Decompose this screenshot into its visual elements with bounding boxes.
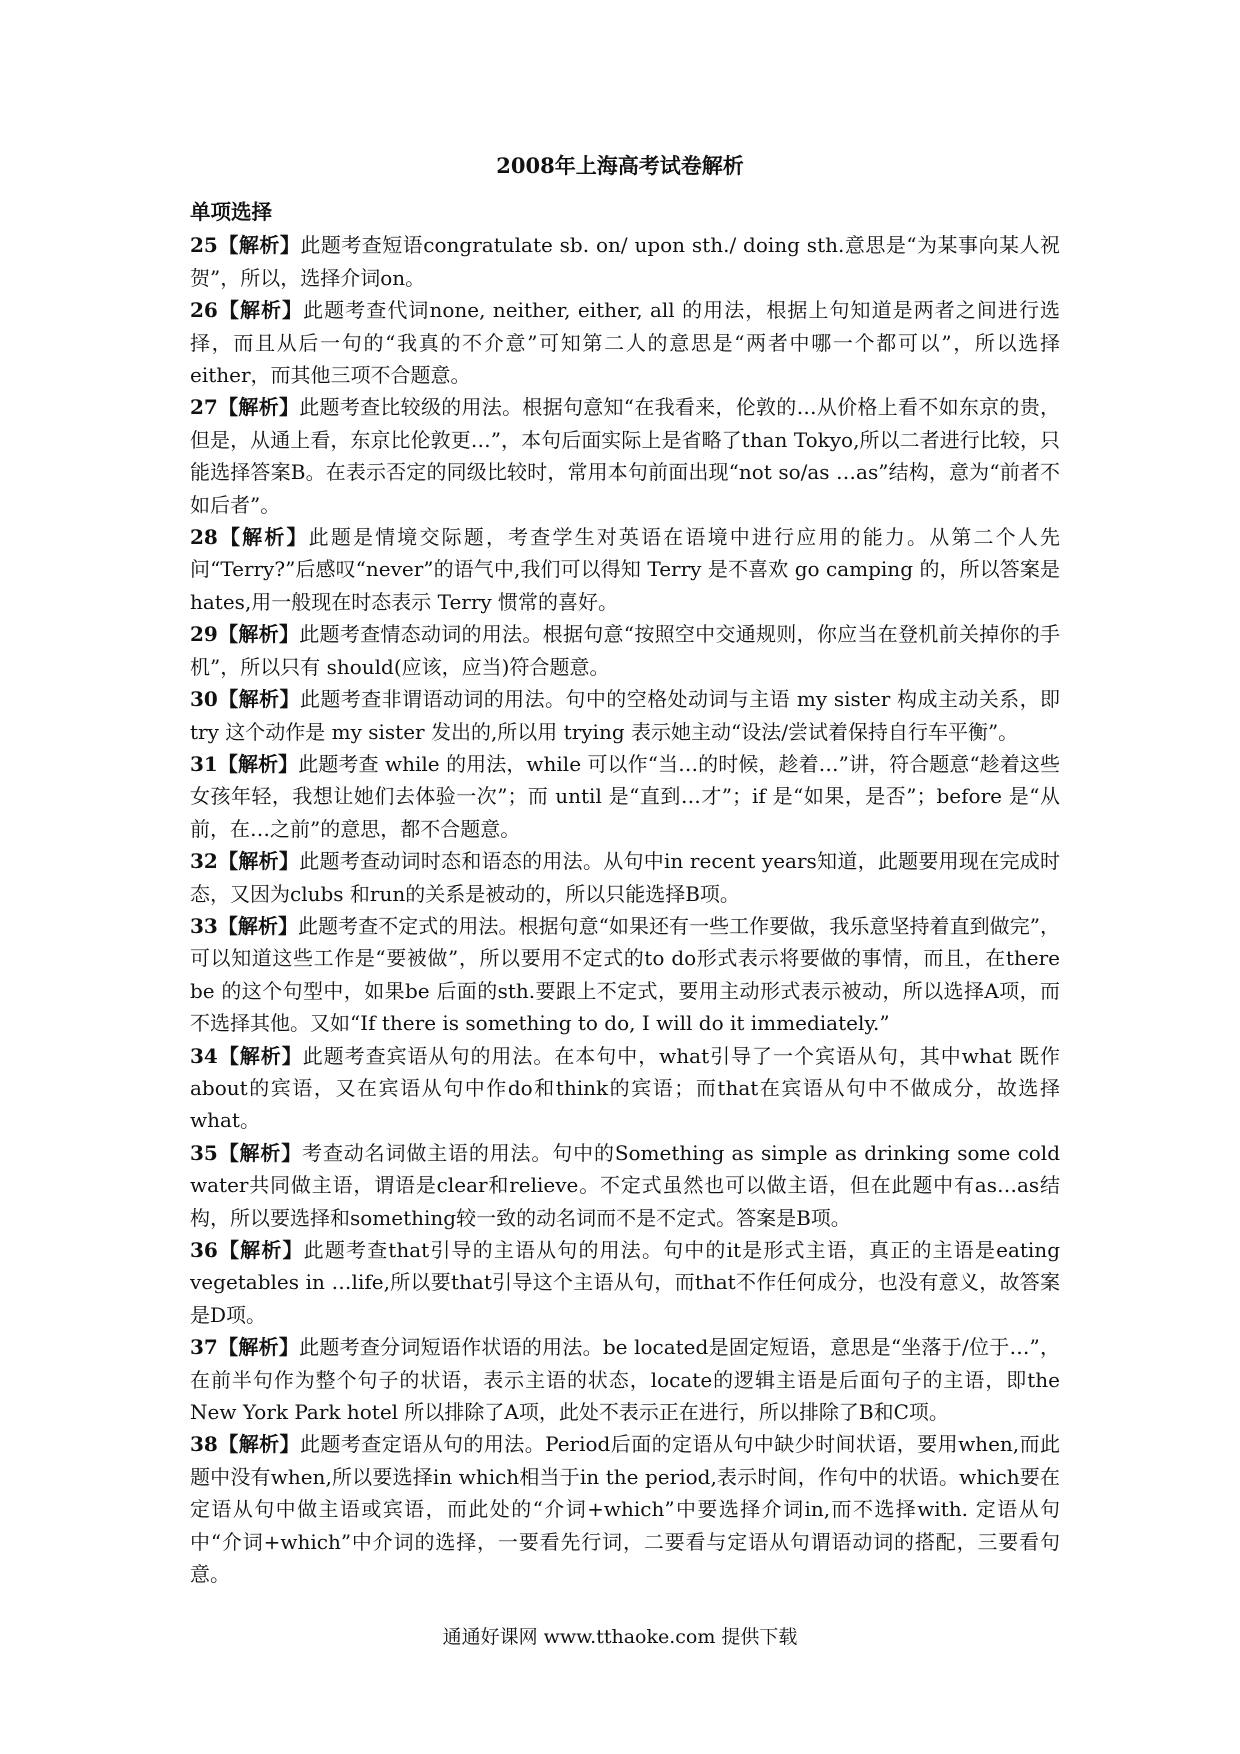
question-number: 37 [190,1335,218,1360]
analysis-tag: 【解析】 [217,233,301,258]
analysis-text: 此题考查代词none, neither, either, all 的用法，根据上句知道是两者之间进行选择，而且从后一句的“我真的不介意”可知第二人的意思是“两者中哪一个都可以”，所以选择either，而其他三项不合题意。 [190,298,1061,388]
analysis-item [190,1040,1060,1137]
analysis-tag: 【解析】 [217,913,299,938]
analysis-text: 此题考查非谓语动词的用法。句中的空格处动词与主语 my sister 构成主动关系，即 try 这个动作是 my sister 发出的,所以用 trying 表示她主动“设法/尝试着保持自行车平衡”。 [190,687,1060,744]
analysis-tag: 【解析】 [217,1432,300,1457]
analysis-list [190,229,1060,1590]
analysis-text: 此题考查情态动词的用法。根据句意“按照空中交通规则，你应当在登机前关掉你的手机”，所以只有 should(应该，应当)符合题意。 [190,622,1060,679]
analysis-item [190,1137,1060,1234]
analysis-item [190,618,1060,683]
analysis-item [190,391,1060,521]
analysis-text: 此题考查定语从句的用法。Period后面的定语从句中缺少时间状语，要用when,而此题中没有when,所以要选择in which相当于in the period,表示时间，作句中的状语。which要在定语从句中做主语或宾语，而此处的“介词+which”中要选择介词in,而不选择with. 定语从句中“介词+which”中介词的选择，一要看先行词，二要看与定语从句谓语动词的搭配，三要看句意。 [190,1432,1060,1587]
question-number: 34 [190,1043,218,1068]
analysis-text: 此题是情境交际题，考查学生对英语在语境中进行应用的能力。从第二个人先问“Terry?”后感叹“never”的语气中,我们可以得知 Terry 是不喜欢 go camping 的，所以答案是hates,用一般现在时态表示 Terry 惯常的喜好。 [190,525,1061,614]
analysis-item [190,521,1060,618]
analysis-text: 考查动名词做主语的用法。句中的Something as simple as drinking some cold water共同做主语，谓语是clear和relieve。不定式虽然也可以做主语，但在此题中有as…as结构，所以要选择和something较一致的动名词而不是不定式。答案是B项。 [190,1140,1061,1230]
question-number: 28 [190,525,218,550]
analysis-item [190,683,1060,748]
analysis-item [190,1234,1060,1331]
section-heading: 单项选择 [190,200,272,224]
analysis-tag: 【解析】 [217,751,299,776]
analysis-item [190,1428,1060,1590]
analysis-item [190,1331,1060,1428]
analysis-tag: 【解析】 [217,298,304,323]
analysis-item [190,910,1060,1040]
question-number: 31 [190,751,218,776]
page-footer: 通通好课网 www.tthaoke.com 提供下载 [442,1626,798,1648]
question-number: 33 [190,913,218,938]
analysis-item [190,229,1060,294]
question-number: 36 [190,1238,218,1262]
analysis-tag: 【解析】 [217,849,300,874]
question-number: 27 [190,395,218,420]
question-number: 38 [190,1432,218,1457]
analysis-text: 此题考查不定式的用法。根据句意“如果还有一些工作要做，我乐意坚持着直到做完”，可以知道这些工作是“要被做”，所以要用不定式的to do形式表示将要做的事情，而且，在there be 的这个句型中，如果be 后面的sth.要跟上不定式，要用主动形式表示被动，所以选择A项，而不选择其他。又如“If there is something to do, I will do it immediately.” [190,913,1061,1036]
analysis-item [190,294,1060,391]
analysis-tag: 【解析】 [217,1238,304,1262]
analysis-tag: 【解析】 [217,1335,300,1360]
analysis-item [190,845,1060,910]
analysis-tag: 【解析】 [217,687,300,712]
analysis-tag: 【解析】 [217,525,309,550]
analysis-text: 此题考查that引导的主语从句的用法。句中的it是形式主语，真正的主语是eating vegetables in …life,所以要that引导这个主语从句，而that不作任何成分，也没有意义，故答案是D项。 [190,1238,1060,1327]
analysis-tag: 【解析】 [217,395,300,420]
analysis-item [190,748,1060,845]
analysis-text: 此题考查分词短语作状语的用法。be located是固定短语，意思是“坐落于/位于…”，在前半句作为整个句子的状语，表示主语的状态，locate的逻辑主语是后面句子的主语，即the New York Park hotel 所以排除了A项，此处不表示正在进行，所以排除了B和C项。 [190,1335,1061,1425]
question-number: 30 [190,687,218,712]
analysis-tag: 【解析】 [217,622,300,647]
analysis-text: 此题考查短语congratulate sb. on/ upon sth./ doing sth.意思是“为某事向某人祝贺”，所以，选择介词on。 [190,233,1061,290]
analysis-tag: 【解析】 [217,1140,303,1165]
analysis-text: 此题考查动词时态和语态的用法。从句中in recent years知道，此题要用现在完成时态，又因为clubs 和run的关系是被动的，所以只能选择B项。 [190,849,1060,906]
answer-analysis-content [190,196,1060,1590]
question-number: 32 [190,849,218,874]
analysis-text: 此题考查宾语从句的用法。在本句中，what引导了一个宾语从句，其中what 既作about的宾语，又在宾语从句中作do和think的宾语；而that在宾语从句中不做成分，故选择what。 [190,1043,1061,1133]
question-number: 25 [190,233,218,258]
page-title: 2008年上海高考试卷解析 [496,153,744,178]
question-number: 29 [190,622,218,647]
question-number: 35 [190,1140,218,1165]
analysis-text: 此题考查 while 的用法，while 可以作“当…的时候，趁着…”讲，符合题意“趁着这些女孩年轻，我想让她们去体验一次”；而 until 是“直到…才”；if 是“如果，是否”；before 是“从前，在…之前”的意思，都不合题意。 [190,751,1060,841]
question-number: 26 [190,298,218,323]
analysis-text: 此题考查比较级的用法。根据句意知“在我看来，伦敦的…从价格上看不如东京的贵，但是，从通上看，东京比伦敦更…”，本句后面实际上是省略了than Tokyo,所以二者进行比较，只能选择答案B。在表示否定的同级比较时，常用本句前面出现“not so/as …as”结构，意为“前者不如后者”。 [190,395,1060,517]
analysis-tag: 【解析】 [217,1043,303,1068]
